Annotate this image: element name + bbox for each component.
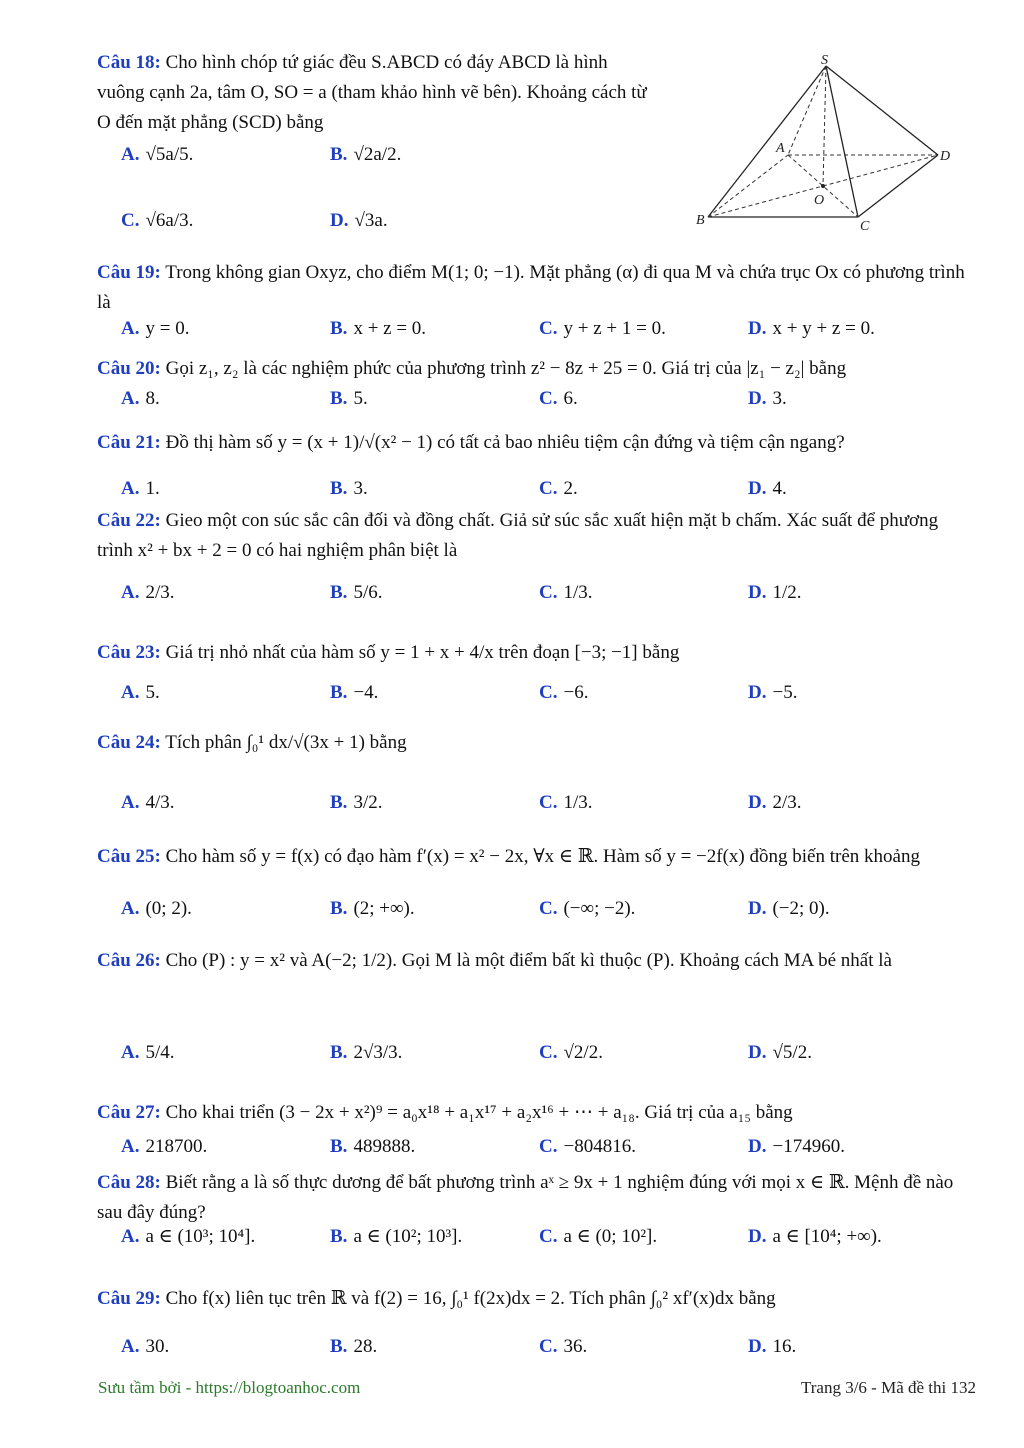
edge-sa bbox=[788, 66, 826, 155]
option-label: A. bbox=[121, 1336, 140, 1357]
question-stem: Cho hàm số y = f(x) có đạo hàm f′(x) = x² − 2x, ∀x ∈ ℝ. Hàm số y = −2f(x) đồng biến trên khoảng bbox=[165, 846, 920, 867]
option-label: D. bbox=[748, 682, 767, 703]
option-label: C. bbox=[539, 582, 558, 603]
option-label: A. bbox=[121, 582, 140, 603]
option-text: 1/2. bbox=[772, 582, 802, 603]
option-text: 2√3/3. bbox=[353, 1042, 403, 1063]
option-label: B. bbox=[330, 478, 348, 499]
question-stem: Biết rằng a là số thực dương để bất phương trình aˣ ≥ 9x + 1 nghiệm đúng với mọi x ∈ ℝ. Mệnh đề nào sau đây đúng? bbox=[97, 1172, 954, 1223]
question-stem: Tích phân ∫₀¹ dx/√(3x + 1) bằng bbox=[165, 732, 407, 753]
question-number: Câu 22: bbox=[97, 510, 161, 531]
option-label: D. bbox=[748, 1042, 767, 1063]
option-label: A. bbox=[121, 1226, 140, 1247]
question-25 bbox=[97, 842, 977, 932]
option-b[interactable] bbox=[330, 894, 415, 924]
option-label: A. bbox=[121, 792, 140, 813]
footer-page-info: Trang 3/6 - Mã đề thi 132 bbox=[800, 1378, 976, 1397]
option-text: √3a. bbox=[354, 210, 388, 231]
edge-cd bbox=[858, 155, 938, 217]
option-label: B. bbox=[330, 1336, 348, 1357]
option-text: −174960. bbox=[772, 1136, 845, 1157]
option-b[interactable] bbox=[330, 140, 401, 170]
option-label: D. bbox=[748, 582, 767, 603]
option-text: √5/2. bbox=[772, 1042, 812, 1063]
option-label: C. bbox=[539, 1336, 558, 1357]
question-22 bbox=[97, 506, 977, 626]
option-a[interactable] bbox=[121, 1332, 169, 1362]
option-text: 30. bbox=[145, 1336, 170, 1357]
option-text: 3. bbox=[772, 388, 787, 409]
footer-source-link[interactable]: Sưu tầm bởi - https://blogtoanhoc.com bbox=[98, 1378, 361, 1397]
option-text: −804816. bbox=[563, 1136, 636, 1157]
option-a[interactable] bbox=[121, 1132, 207, 1162]
question-19 bbox=[97, 258, 977, 348]
option-d[interactable] bbox=[748, 578, 802, 608]
question-stem: Giá trị nhỏ nhất của hàm số y = 1 + x + 4/x trên đoạn [−3; −1] bằng bbox=[165, 642, 680, 663]
option-c[interactable] bbox=[539, 894, 635, 924]
option-d[interactable] bbox=[748, 384, 787, 414]
option-text: √2a/2. bbox=[353, 144, 402, 165]
option-text: 5/6. bbox=[353, 582, 383, 603]
question-stem: Trong không gian Oxyz, cho điểm M(1; 0; −1). Mặt phẳng (α) đi qua M và chứa trục Ox có phương trình là bbox=[97, 262, 965, 313]
answer-options bbox=[121, 1222, 981, 1282]
option-label: A. bbox=[121, 144, 140, 165]
option-label: C. bbox=[539, 1042, 558, 1063]
edge-ab bbox=[708, 155, 788, 217]
option-b[interactable] bbox=[330, 578, 382, 608]
option-a[interactable] bbox=[121, 140, 193, 170]
option-text: −5. bbox=[772, 682, 798, 703]
question-stem: Đồ thị hàm số y = (x + 1)/√(x² − 1) có tất cả bao nhiêu tiệm cận đứng và tiệm cận ngang? bbox=[165, 432, 845, 453]
question-number: Câu 26: bbox=[97, 950, 161, 971]
option-label: D. bbox=[748, 1336, 767, 1357]
option-a[interactable] bbox=[121, 314, 189, 344]
option-label: D. bbox=[748, 792, 767, 813]
option-label: A. bbox=[121, 318, 140, 339]
option-text: y = 0. bbox=[145, 318, 190, 339]
option-b[interactable] bbox=[330, 1332, 377, 1362]
option-text: x + y + z = 0. bbox=[772, 318, 875, 339]
option-label: B. bbox=[330, 898, 348, 919]
question-number: Câu 19: bbox=[97, 262, 161, 283]
option-text: 36. bbox=[563, 1336, 588, 1357]
pyramid-figure bbox=[690, 52, 960, 242]
option-d[interactable] bbox=[748, 894, 830, 924]
option-text: 3/2. bbox=[353, 792, 383, 813]
option-text: (−∞; −2). bbox=[563, 898, 636, 919]
question-28 bbox=[97, 1168, 977, 1268]
option-c[interactable] bbox=[539, 1332, 587, 1362]
option-text: a ∈ (0; 10²]. bbox=[563, 1226, 658, 1247]
option-label: B. bbox=[330, 792, 348, 813]
option-label: C. bbox=[539, 318, 558, 339]
option-c[interactable] bbox=[539, 314, 666, 344]
option-d[interactable] bbox=[748, 474, 787, 504]
question-23 bbox=[97, 638, 977, 708]
question-26 bbox=[97, 946, 977, 1086]
option-label: A. bbox=[121, 898, 140, 919]
option-label: A. bbox=[121, 682, 140, 703]
label-s: S bbox=[821, 53, 828, 68]
option-text: 1/3. bbox=[563, 792, 593, 813]
question-21 bbox=[97, 428, 977, 508]
answer-options bbox=[121, 1038, 981, 1098]
edge-sc bbox=[826, 66, 858, 217]
option-b[interactable] bbox=[330, 384, 368, 414]
question-18 bbox=[97, 48, 657, 253]
option-a[interactable] bbox=[121, 1038, 175, 1068]
option-text: a ∈ (10³; 10⁴]. bbox=[145, 1226, 256, 1247]
option-text: 1/3. bbox=[563, 582, 593, 603]
option-d[interactable] bbox=[330, 206, 388, 236]
option-label: C. bbox=[539, 388, 558, 409]
label-d: D bbox=[940, 149, 951, 164]
option-label: C. bbox=[539, 1226, 558, 1247]
option-a[interactable] bbox=[121, 1222, 255, 1252]
option-label: A. bbox=[121, 1136, 140, 1157]
option-d[interactable] bbox=[748, 788, 802, 818]
option-d[interactable] bbox=[748, 314, 875, 344]
option-label: A. bbox=[121, 478, 140, 499]
option-text: −6. bbox=[563, 682, 589, 703]
question-number: Câu 23: bbox=[97, 642, 161, 663]
option-c[interactable] bbox=[539, 1222, 657, 1252]
option-c[interactable] bbox=[539, 788, 593, 818]
option-b[interactable] bbox=[330, 314, 426, 344]
option-text: 218700. bbox=[145, 1136, 208, 1157]
question-number: Câu 21: bbox=[97, 432, 161, 453]
option-text: a ∈ [10⁴; +∞). bbox=[772, 1226, 882, 1247]
option-label: A. bbox=[121, 388, 140, 409]
question-stem: Gọi z₁, z₂ là các nghiệm phức của phương trình z² − 8z + 25 = 0. Giá trị của |z₁ − z₂| bằng bbox=[165, 358, 847, 379]
answer-options bbox=[121, 894, 981, 954]
option-text: √2/2. bbox=[563, 1042, 603, 1063]
option-text: √5a/5. bbox=[145, 144, 194, 165]
option-a[interactable] bbox=[121, 384, 160, 414]
option-label: C. bbox=[121, 210, 140, 231]
option-label: B. bbox=[330, 582, 348, 603]
option-b[interactable] bbox=[330, 474, 368, 504]
option-label: D. bbox=[748, 318, 767, 339]
option-text: 8. bbox=[145, 388, 160, 409]
option-text: 5/4. bbox=[145, 1042, 175, 1063]
question-number: Câu 29: bbox=[97, 1288, 161, 1309]
option-text: x + z = 0. bbox=[353, 318, 427, 339]
option-label: B. bbox=[330, 318, 348, 339]
option-a[interactable] bbox=[121, 788, 175, 818]
option-label: B. bbox=[330, 144, 348, 165]
edge-sb bbox=[708, 66, 826, 217]
question-stem: Cho hình chóp tứ giác đều S.ABCD có đáy ABCD là hình vuông cạnh 2a, tâm O, SO = a (tham khảo hình vẽ bên). Khoảng cách từ O đến mặt phẳng (SCD) bằng bbox=[97, 52, 647, 133]
label-c: C bbox=[860, 219, 870, 234]
option-label: B. bbox=[330, 1226, 348, 1247]
option-label: C. bbox=[539, 792, 558, 813]
option-label: D. bbox=[748, 898, 767, 919]
answer-options bbox=[121, 788, 981, 848]
question-number: Câu 24: bbox=[97, 732, 161, 753]
option-c[interactable] bbox=[539, 1038, 603, 1068]
option-d[interactable] bbox=[748, 1222, 882, 1252]
option-text: √6a/3. bbox=[145, 210, 194, 231]
option-label: C. bbox=[539, 478, 558, 499]
option-a[interactable] bbox=[121, 894, 192, 924]
point-o bbox=[821, 184, 825, 188]
option-text: 6. bbox=[563, 388, 578, 409]
question-stem: Gieo một con súc sắc cân đối và đồng chất. Giả sử súc sắc xuất hiện mặt b chấm. Xác suất để phương trình x² + bx + 2 = 0 có hai nghiệm phân biệt là bbox=[97, 510, 939, 561]
option-c[interactable] bbox=[539, 384, 578, 414]
option-text: 2. bbox=[563, 478, 578, 499]
option-label: D. bbox=[330, 210, 349, 231]
question-29 bbox=[97, 1284, 977, 1364]
option-label: D. bbox=[748, 478, 767, 499]
option-label: B. bbox=[330, 1042, 348, 1063]
option-c[interactable] bbox=[539, 1132, 636, 1162]
option-label: C. bbox=[539, 1136, 558, 1157]
question-number: Câu 27: bbox=[97, 1102, 161, 1123]
option-label: D. bbox=[748, 1226, 767, 1247]
option-b[interactable] bbox=[330, 1222, 462, 1252]
question-number: Câu 25: bbox=[97, 846, 161, 867]
option-d[interactable] bbox=[748, 1332, 796, 1362]
option-label: D. bbox=[748, 388, 767, 409]
question-24 bbox=[97, 728, 977, 828]
edge-sd bbox=[826, 66, 938, 155]
option-label: B. bbox=[330, 1136, 348, 1157]
option-text: y + z + 1 = 0. bbox=[563, 318, 666, 339]
option-text: 489888. bbox=[353, 1136, 416, 1157]
question-stem: Cho f(x) liên tục trên ℝ và f(2) = 16, ∫₀¹ f(2x)dx = 2. Tích phân ∫₀² xf′(x)dx bằng bbox=[165, 1288, 776, 1309]
option-d[interactable] bbox=[748, 678, 797, 708]
label-a: A bbox=[776, 141, 785, 156]
option-text: 2/3. bbox=[145, 582, 175, 603]
option-a[interactable] bbox=[121, 678, 160, 708]
question-number: Câu 18: bbox=[97, 52, 161, 73]
label-b: B bbox=[696, 213, 705, 228]
option-b[interactable] bbox=[330, 1038, 402, 1068]
option-text: 1. bbox=[145, 478, 160, 499]
answer-options bbox=[121, 578, 981, 638]
question-20 bbox=[97, 354, 977, 414]
question-number: Câu 28: bbox=[97, 1172, 161, 1193]
question-stem: Cho (P) : y = x² và A(−2; 1/2). Gọi M là một điểm bất kì thuộc (P). Khoảng cách MA bé nhất là bbox=[165, 950, 892, 971]
option-b[interactable] bbox=[330, 678, 378, 708]
option-label: C. bbox=[539, 898, 558, 919]
question-27 bbox=[97, 1098, 977, 1168]
option-a[interactable] bbox=[121, 474, 160, 504]
option-text: 3. bbox=[353, 478, 368, 499]
option-text: 16. bbox=[772, 1336, 797, 1357]
option-label: A. bbox=[121, 1042, 140, 1063]
option-text: −4. bbox=[353, 682, 379, 703]
option-text: (−2; 0). bbox=[772, 898, 830, 919]
option-text: a ∈ (10²; 10³]. bbox=[353, 1226, 463, 1247]
option-c[interactable] bbox=[121, 206, 193, 236]
label-o: O bbox=[814, 193, 825, 208]
option-label: C. bbox=[539, 682, 558, 703]
option-a[interactable] bbox=[121, 578, 175, 608]
option-d[interactable] bbox=[748, 1038, 812, 1068]
option-text: 5. bbox=[145, 682, 160, 703]
option-text: 2/3. bbox=[772, 792, 802, 813]
height-so bbox=[823, 66, 826, 186]
question-number: Câu 20: bbox=[97, 358, 161, 379]
option-text: (2; +∞). bbox=[353, 898, 415, 919]
option-b[interactable] bbox=[330, 788, 382, 818]
option-text: 28. bbox=[353, 1336, 378, 1357]
option-text: 4/3. bbox=[145, 792, 175, 813]
option-text: 4. bbox=[772, 478, 787, 499]
option-text: (0; 2). bbox=[145, 898, 192, 919]
option-b[interactable] bbox=[330, 1132, 415, 1162]
option-text: 5. bbox=[353, 388, 368, 409]
option-c[interactable] bbox=[539, 578, 593, 608]
option-label: B. bbox=[330, 682, 348, 703]
option-c[interactable] bbox=[539, 474, 578, 504]
option-label: B. bbox=[330, 388, 348, 409]
question-stem: Cho khai triển (3 − 2x + x²)⁹ = a₀x¹⁸ + a₁x¹⁷ + a₂x¹⁶ + ⋯ + a₁₈. Giá trị của a₁₅ bằng bbox=[165, 1102, 793, 1123]
option-c[interactable] bbox=[539, 678, 588, 708]
option-d[interactable] bbox=[748, 1132, 845, 1162]
option-label: D. bbox=[748, 1136, 767, 1157]
